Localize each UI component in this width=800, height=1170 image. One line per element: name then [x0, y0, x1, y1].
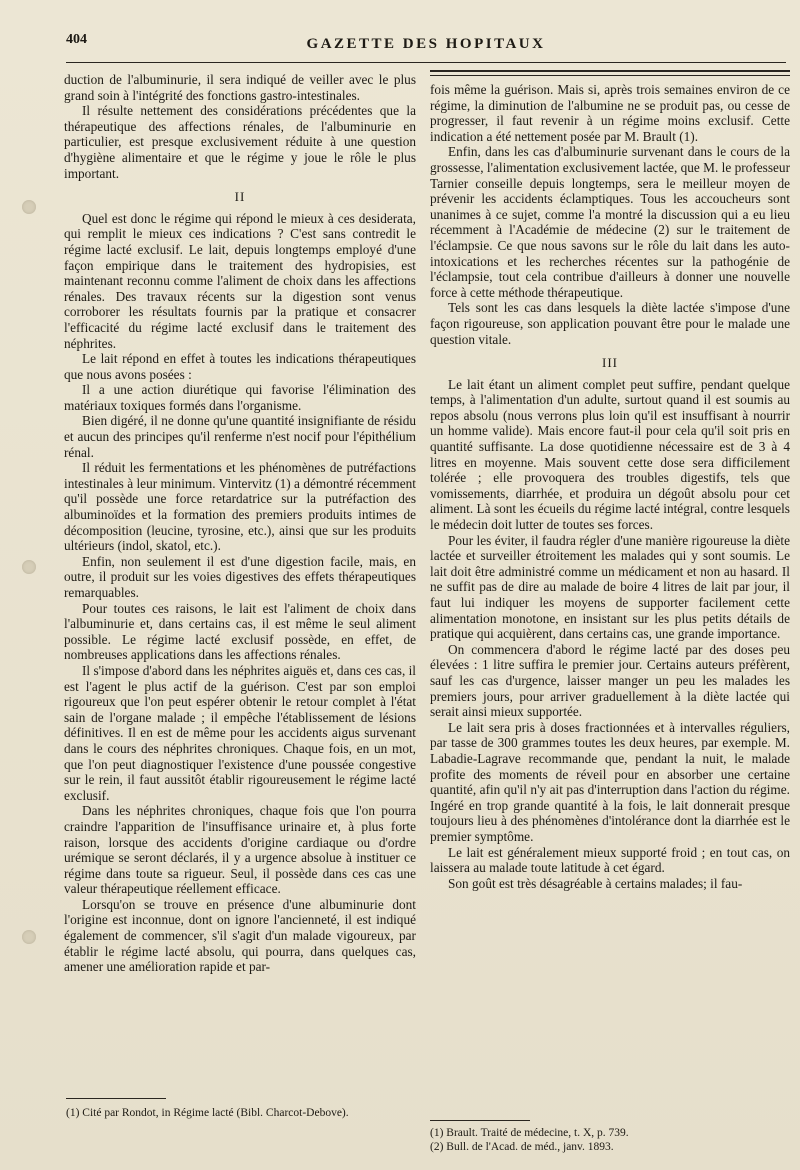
paragraph: Il résulte nettement des considérations précédentes que la thérapeutique des affections rénales, de l'albuminurie en particulier, est presque exclusivement réduite à une question d'hygiène alimentaire et que le régime y joue le rôle le plus important.: [64, 103, 416, 181]
page-header: [66, 26, 786, 63]
paragraph: Il a une action diurétique qui favorise l'élimination des matériaux toxiques formés dans l'organisme.: [64, 382, 416, 413]
paragraph: Dans les néphrites chroniques, chaque fois que l'on pourra craindre l'apparition de l'insuffisance urinaire et, à plus forte raison, lorsque des accidents d'origine cardiaque ou d'ordre urémique se seront déclarés, il y a urgence absolue à instituer ce régime dans toute sa rigueur. Seul, il possède dans ces cas une valeur thérapeutique réellement efficace.: [64, 803, 416, 897]
binding-hole: [22, 200, 36, 214]
paragraph: Le lait étant un aliment complet peut suffire, pendant quelque temps, à l'alimentation d'un adulte, surtout quand il est soumis au repos absolu (nous verrons plus loin qu'il est insuffisant à nourrir un homme valide). Mais encore faut-il pour cela qu'il soit pris en quantité suffisante. La dose quotidienne nécessaire est de 3 à 4 litres en moyenne. Mais souvent cette dose sera difficilement tolérée ; elle provoquera des troubles digestifs, tels que vomissements, diarrhée, et produira un dégoût absolu pour cet aliment. Là sont les écueils du régime lacté intégral, contre lesquels le médecin doit lutter de toutes ses forces.: [430, 376, 790, 533]
paragraph: Tels sont les cas dans lesquels la diète lactée s'impose d'une façon rigoureuse, son application pouvant être pour le malade une question vitale.: [430, 300, 790, 347]
binding-hole: [22, 560, 36, 574]
section-number: II: [234, 189, 246, 205]
paragraph: Enfin, dans les cas d'albuminurie survenant dans le cours de la grossesse, l'alimentation exclusivement lactée, que M. le professeur Tarnier conseille depuis longtemps, sera le meilleur moyen de prévenir les accidents éclamptiques. Tous les accoucheurs sont unanimes à ce sujet, comme l'a montré la discussion qui a eu lieu récemment à l'Académie de médecine (2) sur le traitement de l'éclampsie. Ce que nous savons sur le rôle du lait dans les auto-intoxications et les recherches récentes sur la pathogénie de l'éclampsie, tout cela contribue d'ailleurs à donner une nouvelle force à cette méthode thérapeutique.: [430, 144, 790, 300]
paragraph: Son goût est très désagréable à certains malades; il fau-: [448, 875, 743, 891]
paragraph: Quel est donc le régime qui répond le mieux à ces desiderata, qui remplit le mieux ces indications ? C'est sans contredit le régime lacté exclusif. Le lait, depuis longtemps employé d'une façon empirique dans le traitement des hydropisies, est maintenant reconnu comme l'aliment de choix dans les affections rénales. Des travaux récents sur la digestion sont venus corroborer les résultats fournis par la pratique et consacrer l'efficacité du régime lacté exclusif dans le traitement des néphrites.: [64, 210, 416, 351]
paragraph: Le lait répond en effet à toutes les indications thérapeutiques que nous avons posées :: [64, 351, 416, 382]
paragraph: Pour toutes ces raisons, le lait est l'aliment de choix dans l'albuminurie et, dans certains cas, il est même le seul aliment possible. Le régime lacté exclusif possède, en effet, de nombreuses applications dans les affections rénales.: [64, 600, 416, 663]
footnote-right-2: (2) Bull. de l'Acad. de méd., janv. 1893.: [430, 1141, 614, 1153]
paragraph: fois même la guérison. Mais si, après trois semaines environ de ce régime, la diminution de l'albumine ne se produit pas, ou cesse de progresser, il faut revenir à un régime moins exclusif. Cette indication a été nettement posée par M. Brault (1).: [430, 82, 790, 144]
section-number: III: [602, 355, 618, 371]
footnote-left: (1) Cité par Rondot, in Régime lacté (Bibl. Charcot-Debove).: [66, 1107, 349, 1119]
paragraph: duction de l'albuminurie, il sera indiqué de veiller avec le plus grand soin à l'intégrité des fonctions gastro-intestinales.: [64, 72, 416, 103]
paragraph: Pour les éviter, il faudra régler d'une manière rigoureuse la diète lactée et surveiller étroitement les malades qui y sont soumis. Le lait doit être administré comme un médicament et non au hasard. Il ne suffit pas de dire au malade de boire 4 litres de lait par jour, il faut lui indiquer les moyens de supporter facilement cette alimentation monotone, en insistant sur les plus petits détails de pratique qui acquièrent, dans certains cas, une grande importance.: [430, 532, 790, 642]
right-column: [430, 82, 790, 891]
paragraph: Bien digéré, il ne donne qu'une quantité insignifiante de résidu et aucun des principes qu'il renferme n'est nocif pour l'épithélium rénal.: [64, 413, 416, 460]
paragraph: Le lait est généralement mieux supporté froid ; en tout cas, on laissera au malade toute latitude à cet égard.: [430, 844, 790, 876]
paragraph: On commencera d'abord le régime lacté par des doses peu élevées : 1 litre suffira le premier jour. Certains auteurs préfèrent, sauf les cas d'urgence, laisser manger un peu les malades les premiers jours, pour arriver graduellement à la diète lactée qui serait ainsi mieux supportée.: [430, 641, 790, 720]
left-column: [64, 72, 416, 975]
journal-title: GAZETTE DES HOPITAUX: [306, 36, 546, 52]
footnote-right-1: (1) Brault. Traité de médecine, t. X, p. 739.: [430, 1127, 629, 1139]
column-top-rule-thin: [430, 75, 790, 76]
binding-hole: [22, 930, 36, 944]
column-top-rule: [430, 70, 790, 72]
paragraph: Il réduit les fermentations et les phénomènes de putréfactions intestinales à leur minimum. Vintervitz (1) a démontré récemment qu'il possède une force retardatrice sur la putréfaction des albuminoïdes et la formation des premiers produits intimes de décomposition (leucine, tyrosine, etc.), ainsi que sur les produits ultérieurs (indol, skatol, etc.).: [64, 460, 416, 554]
paragraph: Enfin, non seulement il est d'une digestion facile, mais, en outre, il produit sur les voies digestives des effets thérapeutiques remarquables.: [64, 553, 416, 600]
paragraph: Lorsqu'on se trouve en présence d'une albuminurie dont l'origine est inconnue, dont on ignore l'ancienneté, il est indiqué également de commencer, s'il s'agit d'un malade vigoureux, par établir le régime lacté absolu, qui pourra, dans quelques cas, amener une amélioration rapide et par-: [64, 896, 416, 975]
footnote-rule: [430, 1120, 530, 1121]
page-number: 404: [66, 32, 87, 47]
footnote-rule: [66, 1098, 166, 1099]
paragraph: Le lait sera pris à doses fractionnées et à intervalles réguliers, par tasse de 300 grammes toutes les deux heures, par exemple. M. Labadie-Lagrave recommande que, pendant la nuit, le malade profite des moments de réveil pour en absorber une certaine quantité, afin qu'il n'y ait pas d'interruption dans l'action du régime. Ingéré en trop grande quantité à la fois, le lait donnerait presque toujours lieu à des phénomènes d'intolérance dont la diarrhée est le premier symptôme.: [430, 719, 790, 844]
paragraph: Il s'impose d'abord dans les néphrites aiguës et, dans ces cas, il est l'agent le plus actif de la guérison. C'est par son emploi rigoureux que l'on peut espérer obtenir le retour complet à l'état sain de l'organe malade ; il empêche l'établissement de lésions définitives. Il en est de même pour les accidents aigus survenant dans le cours des néphrites chroniques. Chaque fois, en un mot, que l'on peut diagnostiquer l'existence d'une poussée congestive sur le rein, il faut aussitôt établir rigoureusement le régime lacté exclusif.: [64, 662, 416, 803]
